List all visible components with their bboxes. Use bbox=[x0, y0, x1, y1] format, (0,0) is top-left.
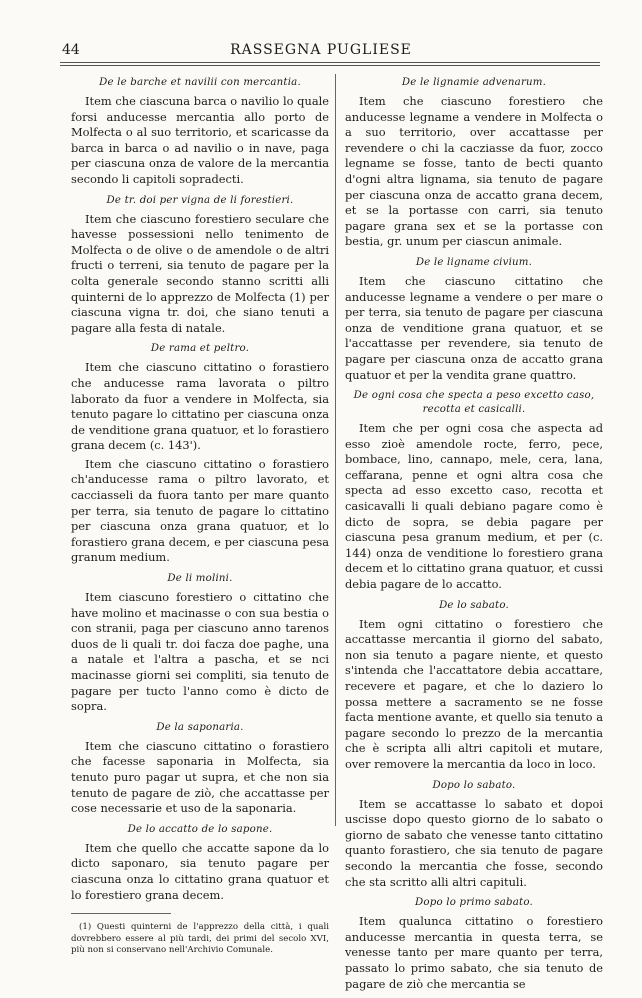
paragraph: Item qualunca cittatino o forestiero anducesse mercantia in questa terra, se venesse tanto per mare quanto per terra, passato lo primo sabato, che sia tenuto de pagare de ziò che mercantia se bbox=[345, 914, 603, 991]
section bbox=[71, 342, 329, 566]
paragraph: Item che ciascuna barca o navilio lo quale forsi anducesse mercantia allo porto de Molfecta o al suo territorio, et scaricasse da barca in barca o ad navilio o in nave, paga per ciascuna onza de valore de la mercantia secondo li capitoli sopradecti. bbox=[71, 94, 329, 186]
column-divider bbox=[335, 74, 336, 826]
section bbox=[71, 194, 329, 337]
section bbox=[345, 389, 603, 593]
left-column bbox=[71, 74, 329, 957]
section-heading: De lo accatto de lo sapone. bbox=[127, 823, 273, 835]
section bbox=[345, 256, 603, 383]
paragraph: Item che ciascuno forestiero seculare che havesse possessioni nello tenimento de Molfecta o de olive o de amendole o de altri fructi o terreni, sia tenuto de pagare per la colta generale secondo stanno scritti alli quinterni de lo apprezzo de Molfecta (1) per ciascuna vigna tr. doi, che siano tenuti a pagare alla festa di natale. bbox=[71, 211, 329, 335]
footnote: (1) Questi quinterni de l'apprezzo della città, i quali dovrebbero essere al più tardi, dei primi del secolo XVI, più non si conservano nell'Archivio Comunale. bbox=[71, 922, 329, 956]
paragraph: Item ogni cittatino o forestiero che accattasse mercantia il giorno del sabato, non sia tenuto a pagare niente, et questo s'intenda che l'accattatore debia accattare, recevere et pagare, et che lo daziero lo possa mettere a sacramento se ne fosse facta mentione avante, et quello sia tenuto a pagare secondo lo prezzo de la mercantia che è scripta alli altri capitoli et mutare, over removere la mercantia da loco in loco. bbox=[345, 616, 603, 771]
section bbox=[345, 896, 603, 992]
section bbox=[345, 76, 603, 250]
paragraph: Item che per ogni cosa che aspecta ad esso zioè amendole rocte, ferro, pece, bombace, lino, cannapo, mele, cera, lana, ceffarana, penne et ogni altra cosa che specta ad esso excetto caso, recotta et casicavalli li quali debiano pagare como è dicto de sopra, se debia pagare per ciascuna pesa granum medium, et per (c. 144) onza de venditione lo forestiero grana decem et lo cittatino grana quatuor, et cussi debia pagare de lo accatto. bbox=[345, 421, 603, 592]
running-title: RASSEGNA PUGLIESE bbox=[230, 42, 412, 58]
paragraph: Item che ciascuno cittatino che anducesse legname a vendere o per mare o per terra, sia tenuto de pagare per ciascuna onza de venditione grana quatuor, et se l'accattasse per revendere, sia tenuto de pagare per ciascuna onza de accatto grana quatuor et per la vendita grane quattro. bbox=[345, 273, 603, 382]
section-heading: De le lignamie advenarum. bbox=[401, 77, 547, 88]
section-heading: De la saponaria. bbox=[156, 721, 244, 733]
paragraph: Item che quello che accatte sapone da lo dicto saponaro, sia tenuto pagare per ciascuna onza lo cittatino grana quatuor et lo forestiero grana decem. bbox=[71, 840, 329, 902]
section-heading: De li molini. bbox=[167, 573, 233, 585]
header-rule bbox=[60, 62, 600, 63]
section-heading: De le barche et navilii con mercantia. bbox=[99, 77, 301, 88]
paragraph: Item che ciascuno forestiero che anducesse legname a vendere in Molfecta o a suo territorio, over accattasse per revendere o chi la cacziasse da fuor, zocco legname se fosse, tanto de becti quanto d'ogni altra lignama, sia tenuto de pagare per ciascuna onza de accatto grana decem, et se la portasse con carri, sia tenuto pagare grana sex et se la portasse con bestia, gr. unum per ciascun animale. bbox=[345, 94, 603, 249]
paragraph: Item se accattasse lo sabato et dopoi uscisse dopo questo giorno de lo sabato o giorno de sabato che venesse tanto cittatino quanto forastiero, che sia tenuto de pagare secondo la mercantia che fosse, secondo che sta scritto alli altri capituli. bbox=[345, 796, 603, 889]
footnote-rule bbox=[71, 913, 171, 914]
section bbox=[71, 823, 329, 903]
section bbox=[71, 721, 329, 817]
header-rule-thin bbox=[60, 65, 600, 66]
section-heading: De lo sabato. bbox=[439, 599, 509, 611]
section bbox=[345, 599, 603, 773]
right-column bbox=[345, 74, 603, 998]
section-heading: Dopo lo primo sabato. bbox=[415, 897, 533, 909]
paragraph: Item ciascuno forestiero o cittatino che have molino et macinasse o con sua bestia o con stranii, paga per ciascuno anno tarenos duos de li quali tr. doi facza doe paghe, una a natale et l'altra a pascha, et se nci macinasse giorni sei compliti, sia tenuto de pagare per tucto l'anno como è dicto de sopra. bbox=[71, 590, 329, 714]
section-heading: De tr. doi per vigna de li forestieri. bbox=[106, 194, 294, 206]
section-heading: De rama et peltro. bbox=[150, 343, 250, 355]
section-heading: De ogni cosa che specta a peso excetto caso, recotta et casicalli. bbox=[353, 390, 595, 416]
section bbox=[71, 76, 329, 188]
paragraph: Item che ciascuno cittatino o forastiero che anducesse rama lavorata o piltro laborato da fuor a vendere in Molfecta, sia tenuto pagare lo cittatino per ciascuna onza de venditione grana quatuor, et lo forastiero grana decem (c. 143'). bbox=[71, 360, 329, 453]
section bbox=[345, 779, 603, 891]
paragraph: Item che ciascuno cittatino o forastiero che facesse saponaria in Molfecta, sia tenuto puro pagar ut supra, et che non sia tenuto de pagare de ziò, che accattasse per cose necessarie et uso de la saponaria. bbox=[71, 738, 329, 816]
page-number: 44 bbox=[62, 42, 80, 58]
section-heading: Dopo lo sabato. bbox=[432, 779, 516, 791]
section-heading: De le ligname civium. bbox=[415, 256, 533, 268]
paragraph: Item che ciascuno cittatino o forastiero ch'anducesse rama o piltro lavorato, et cacciasseli da fuora tanto per mare quanto per terra, sia tenuto de pagare lo cittatino per ciascuna onza grana quatuor, et lo forastiero grana decem, e per ciascuna pesa granum medium. bbox=[71, 456, 329, 565]
section bbox=[71, 572, 329, 715]
